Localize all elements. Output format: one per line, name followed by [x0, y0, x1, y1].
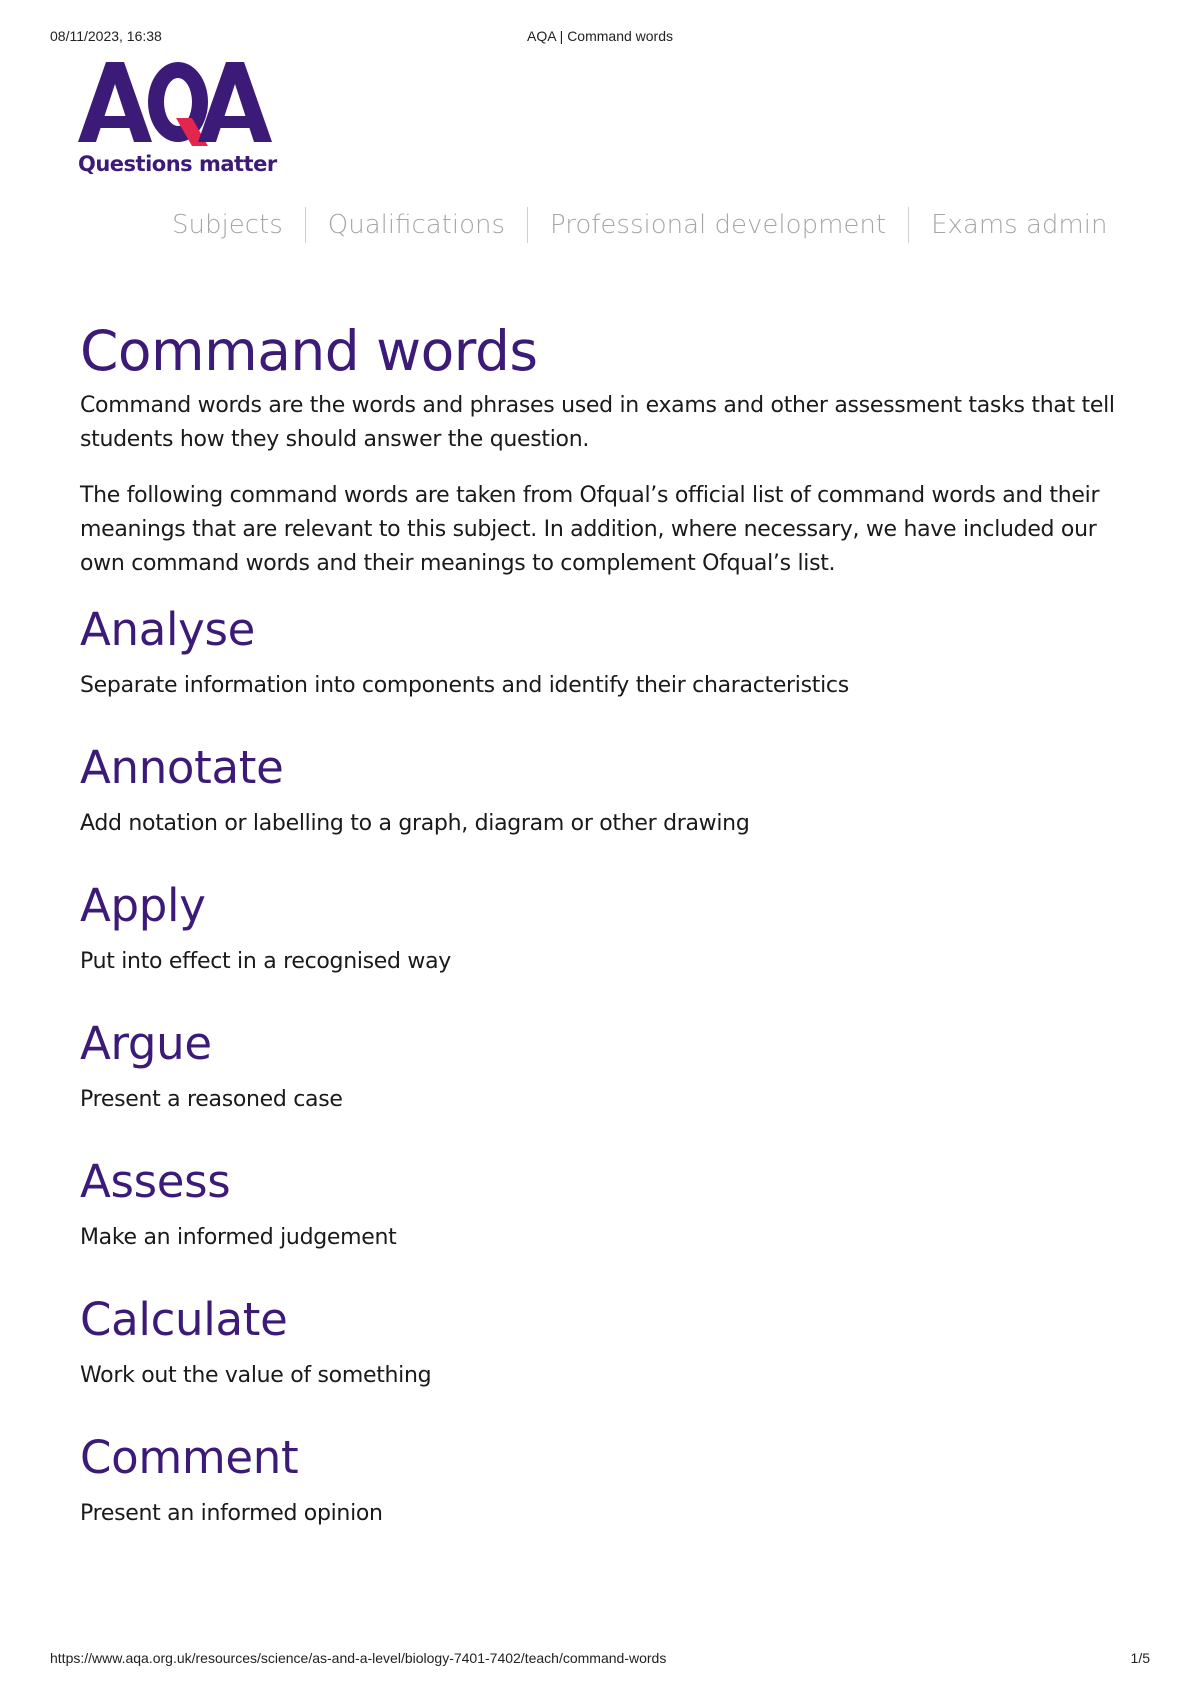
- nav-item-professional-development[interactable]: Professional development: [550, 210, 887, 240]
- main-content: [80, 320, 1120, 1529]
- term-assess: [80, 1155, 1120, 1253]
- term-definition: Present a reasoned case: [80, 1087, 343, 1113]
- term-heading: Calculate: [80, 1293, 288, 1347]
- intro: [80, 389, 1120, 581]
- term-apply: [80, 879, 1120, 977]
- term-definition: Put into effect in a recognised way: [80, 949, 451, 975]
- term-heading: Apply: [80, 879, 206, 933]
- aqa-logo[interactable]: [78, 62, 278, 182]
- print-page-number: 1/5: [1130, 1650, 1150, 1666]
- print-datetime: 08/11/2023, 16:38: [50, 28, 162, 44]
- term-definition: Present an informed opinion: [80, 1501, 383, 1527]
- aqa-logo-mark: [78, 62, 278, 146]
- print-header: [50, 28, 1150, 48]
- intro-paragraph: Command words are the words and phrases used in exams and other assessment tasks that tell students how they should answer the question.: [80, 393, 1115, 453]
- nav-item-qualifications[interactable]: Qualifications: [327, 210, 506, 240]
- term-calculate: [80, 1293, 1120, 1391]
- nav-item-subjects[interactable]: Subjects: [172, 210, 283, 240]
- term-heading: Annotate: [80, 741, 284, 795]
- term-comment: [80, 1431, 1120, 1529]
- main-navigation: [150, 200, 1140, 250]
- logo-tagline: Questions matter: [78, 152, 277, 176]
- intro-paragraph: The following command words are taken from Ofqual’s official list of command words and their meanings that are relevant to this subject. In addition, where necessary, we have included our own command words and their meanings to complement Ofqual’s list.: [80, 483, 1100, 577]
- nav-item-exams-admin[interactable]: Exams admin: [931, 210, 1108, 240]
- page-title: Command words: [80, 319, 538, 383]
- term-definition: Separate information into components and identify their characteristics: [80, 673, 849, 699]
- term-definition: Work out the value of something: [80, 1363, 432, 1389]
- term-heading: Argue: [80, 1017, 212, 1071]
- term-analyse: [80, 603, 1120, 701]
- term-annotate: [80, 741, 1120, 839]
- term-definition: Make an informed judgement: [80, 1225, 397, 1251]
- print-page-title: AQA | Command words: [526, 28, 674, 44]
- term-heading: Comment: [80, 1431, 299, 1485]
- print-url: https://www.aqa.org.uk/resources/science/as-and-a-level/biology-7401-7402/teach/command-words: [50, 1650, 667, 1666]
- term-heading: Analyse: [80, 603, 256, 657]
- print-footer: [50, 1650, 1150, 1670]
- term-argue: [80, 1017, 1120, 1115]
- term-heading: Assess: [80, 1155, 231, 1209]
- term-definition: Add notation or labelling to a graph, diagram or other drawing: [80, 811, 750, 837]
